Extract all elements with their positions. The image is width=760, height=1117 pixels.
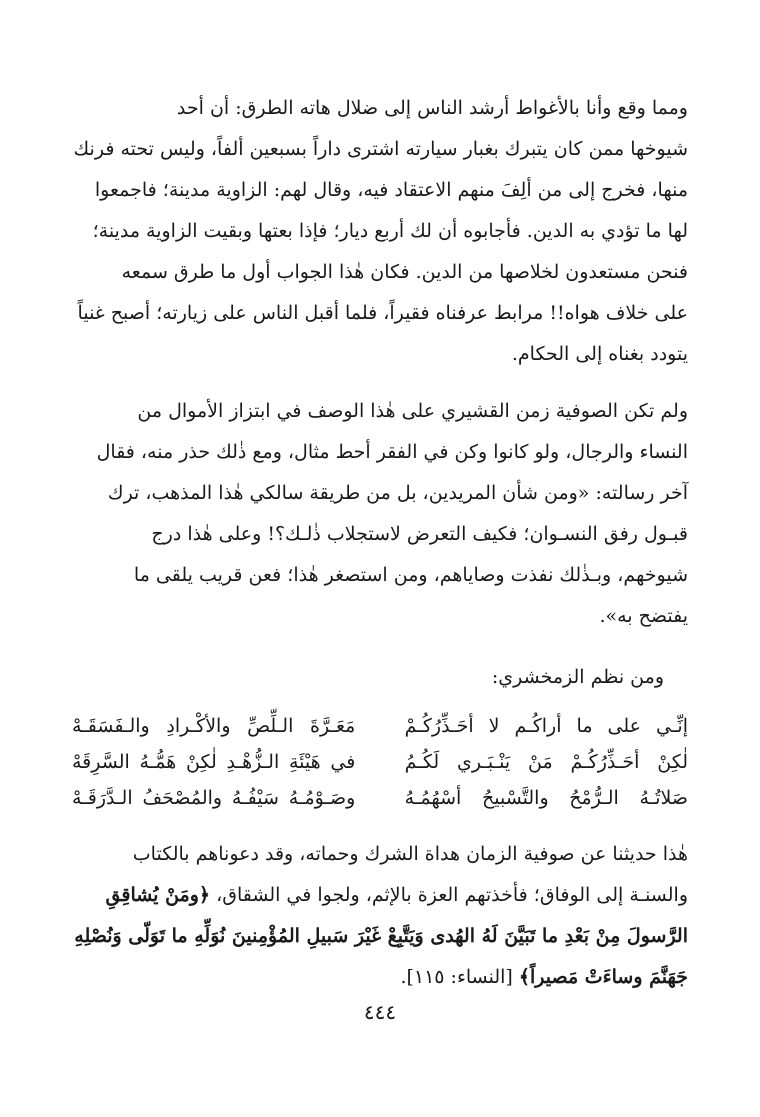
poem-verse	[72, 708, 688, 744]
paragraph-3	[72, 834, 688, 998]
text-line: ولم تكن الصوفية زمن القشيري على هٰذا الوصف في ابتزاز الأموال من	[137, 400, 688, 422]
poem	[72, 708, 688, 816]
verse-intro: ومن نظم الزمخشري:	[491, 666, 664, 688]
text-line: يتودد بغناه إلى الحكام.	[511, 343, 688, 365]
text-line: شيوخها ممن كان يتبرك بغبار سيارته اشترى داراً بسبعين ألفاً، وليس تحته فرنك	[73, 138, 688, 160]
hemistich-first: إنِّـي على ما أراكُـم لا أحَـذِّرُكُـمْ	[404, 715, 688, 737]
quran-quote: جَهَنَّمَ وساءَتْ مَصيراً﴾	[518, 966, 688, 988]
paragraph-1	[72, 88, 688, 375]
page-number: ٤٤٤	[363, 1000, 397, 1024]
poem-verse	[72, 780, 688, 816]
hemistich-first: لٰكِنْ أحَـذِّرُكُـمْ مَنْ يَنْـبَـري لَكُـمُ	[404, 751, 688, 773]
hemistich-second: مَعَـرَّةَ الـلِّصِّ والأكْـرادِ والـفَسَقَـهْ	[72, 715, 356, 737]
text-line: فنحن مستعدون لخلاصها من الدين. فكان هٰذا الجواب أول ما طرق سمعه	[121, 261, 688, 283]
quran-reference: [النساء: ١١٥].	[400, 966, 513, 988]
text-line	[72, 875, 688, 916]
text-line: آخر رسالته: «ومن شأن المريدين، بل من طريقة سالكي هٰذا المذهب، ترك	[107, 482, 688, 504]
hemistich-second: في هَيْئَةِ الـزُّهْـدِ لٰكِنْ هَمُّـهُ السَّرِقَهْ	[72, 751, 356, 773]
text-line: النساء والرجال، ولو كانوا وكن في الفقر أحط مثال، ومع ذٰلك حذر منه، فقال	[96, 441, 688, 463]
quran-quote: الرَّسولَ مِنْ بَعْدِ ما تَبَيَّنَ لَهُ الهُدى وَيَتَّبِعْ غَيْرَ سَبيلِ المُؤْمِنينَ نُوَلِّهِ ما تَوَلّى وَنُصْلِهِ	[74, 925, 688, 947]
quran-quote: ﴿ومَنْ يُشاقِقِ	[105, 884, 211, 906]
text-line: على خلاف هواه!! مرابط عرفناه فقيراً، فلما أقبل الناس على زيارته؛ أصبح غنياً	[77, 302, 688, 324]
text-line: ومما وقع وأنا بالأغواط أرشد الناس إلى ضلال هاته الطرق: أن أحد	[176, 97, 688, 119]
text-line: شيوخهم، وبـذٰلك نفذت وصاياهم، ومن استصغر هٰذا؛ فعن قريب يلقى ما	[133, 564, 688, 586]
poem-verse	[72, 744, 688, 780]
text-line: قبـول رفق النسـوان؛ فكيف التعرض لاستجلاب ذٰلـك؟! وعلى هٰذا درج	[151, 523, 688, 545]
text-line: منها، فخرج إلى من ألِفَ منهم الاعتقاد فيه، وقال لهم: الزاوية مدينة؛ فاجمعوا	[94, 179, 688, 201]
text-line: يفتضح به».	[599, 605, 688, 627]
text-line: لها ما تؤدي به الدين. فأجابوه أن لك أربع ديار؛ فإذا بعتها وبقيت الزاوية مدينة؛	[92, 220, 688, 242]
hemistich-second: وصَـوْمُـهُ سَيْفُـهُ والمُصْحَفُ الـدَّرَقَـهْ	[72, 787, 356, 809]
text-line	[72, 957, 688, 998]
text-segment: والسنـة إلى الوفاق؛ فأخذتهم العزة بالإثم، ولجوا في الشقاق،	[216, 884, 688, 906]
text-line: هٰذا حديثنا عن صوفية الزمان هداة الشرك وحماته، وقد دعوناهم بالكتاب	[132, 843, 688, 865]
page-body	[72, 88, 688, 998]
paragraph-2	[72, 391, 688, 637]
hemistich-first: صَلاتُـهُ الـرُّمْحُ والتَّسْبيحُ أسْهُمُـهُ	[404, 787, 688, 809]
